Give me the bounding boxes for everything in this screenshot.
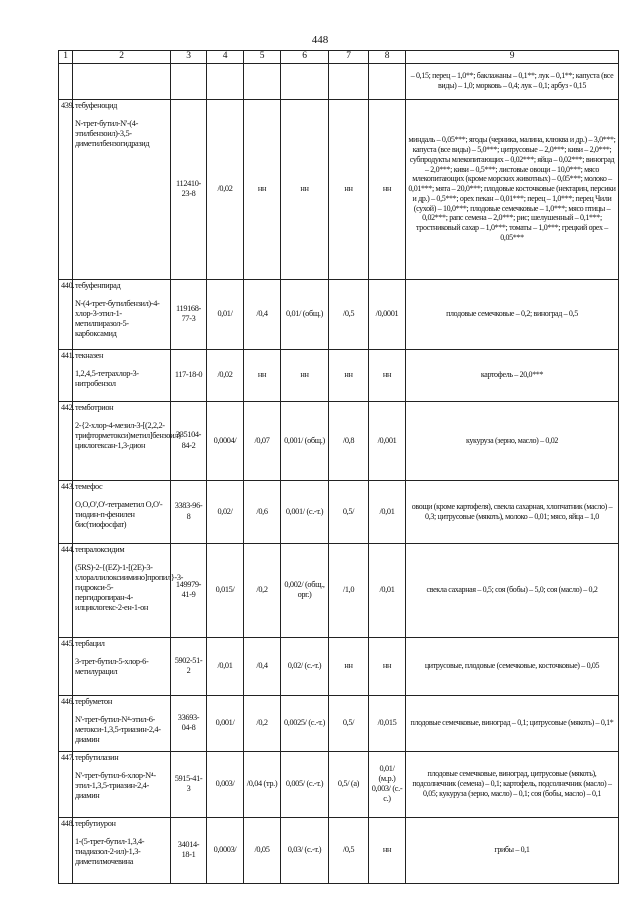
cas-number: 5902-51-2 <box>171 637 207 695</box>
value-col-6: 0,001/ (с.-т.) <box>281 480 329 543</box>
value-col-6: 0,01/ (общ.) <box>281 279 329 349</box>
value-col-8: 0,01/ (м.р.) 0,003/ (с.-с.) <box>369 751 406 817</box>
limits-cell: овощи (кроме картофеля), свекла сахарная, хлопчатник (масло) – 0,3; цитрусовые (мякоть), молоко – 0,01; мясо, яйца – 1,0 <box>406 480 619 543</box>
substance-cell <box>73 349 171 401</box>
table-row <box>59 817 619 883</box>
limits-cell: свекла сахарная – 0,5; соя (бобы) – 5,0; соя (масло) – 0,2 <box>406 543 619 637</box>
limits-cell: – 0,15; перец – 1,0**; баклажаны – 0,1**; лук – 0,1**; капуста (все виды) – 1,0; морковь – 0,4; лук – 0,1; арбуз - 0,15 <box>406 63 619 99</box>
value-col-4: /0,01 <box>207 637 244 695</box>
substance-name: тербутилазин <box>75 752 119 762</box>
value-col-7: /0,8 <box>329 401 369 480</box>
cas-number: 3383-96-8 <box>171 480 207 543</box>
value-col-8: нн <box>369 99 406 279</box>
value-col-4: /0,02 <box>207 349 244 401</box>
row-number: 448. <box>59 817 73 883</box>
table-row <box>59 695 619 751</box>
value-col-7: 0,5/ <box>329 695 369 751</box>
limits-cell: плодовые семечковые, виноград – 0,1; цитрусовые (мякоть) – 0,1* <box>406 695 619 751</box>
value-col-6: 0,002/ (общ., орг.) <box>281 543 329 637</box>
substance-name: текназен <box>75 350 104 360</box>
value-col-7: 0,5/ <box>329 480 369 543</box>
cas-number: 335104-84-2 <box>171 401 207 480</box>
chemical-name: 1-(5-трет-бутил-1,3,4-тиадиазол-2-ил)-1,3-диметилмочевина <box>75 836 145 866</box>
col-header: 3 <box>171 51 207 64</box>
regulation-table <box>58 50 619 884</box>
row-number: 440. <box>59 279 73 349</box>
substance-name: тербутиурон <box>75 818 116 828</box>
chemical-name: O,O,O',O'-тетраметил O,O'-тиодин-п-фенилен бис(тиофосфат) <box>75 499 163 529</box>
chemical-name: N'-трет-бутил-6-хлор-N⁴-этил-1,3,5-триазин-2,4-диамин <box>75 770 156 800</box>
limits-cell: миндаль – 0,05***; ягоды (черника, малина, клюква и др.) – 3,0***; капуста (все виды) – 5,0***; цитрусовые – 2,0***; киви – 2,0***; субпродукты млекопитающих – 0,02***; яйца – 0,02***; виноград – 2,0***; киви – 0,5***; листовые овощи – 10,0***; мясо млекопитающих (кроме морских животных) – 0,05***; молоко – 0,01***; мята – 20,0***; плодовые косточковые (нектарин, персики и др.) – 0,5***; орех пекан – 0,01***; перец – 1,0***; перец Чили (сухой) – 10,0***; плодовые семечковые – 1,0***; мясо птицы – 0,02***; рапс семена – 2,0***; рис; шелушенный – 0,1***; тростниковый сахар – 1,0***; томаты – 1,0***; грецкий орех – 0,05*** <box>406 99 619 279</box>
cas-number: 119168-77-3 <box>171 279 207 349</box>
value-col-7: нн <box>329 99 369 279</box>
substance-cell <box>73 695 171 751</box>
substance-name: темефос <box>75 481 103 491</box>
value-col-7: /1,0 <box>329 543 369 637</box>
value-col-8: нн <box>369 817 406 883</box>
continuation-row <box>59 63 619 99</box>
value-col-5: /0,2 <box>244 543 281 637</box>
value-col-6: 0,005/ (с.-т.) <box>281 751 329 817</box>
limits-cell: плодовые семечковые – 0,2; виноград – 0,5 <box>406 279 619 349</box>
substance-name: тербуметон <box>75 696 112 706</box>
value-col-5: /0,07 <box>244 401 281 480</box>
value-col-4: 0,001/ <box>207 695 244 751</box>
value-col-8: /0,0001 <box>369 279 406 349</box>
value-col-8: /0,001 <box>369 401 406 480</box>
chemical-name: N-(4-трет-бутилбензил)-4-хлор-3-этил-1-метилпиразол-5-карбоксамид <box>75 298 160 339</box>
value-col-8: /0,01 <box>369 543 406 637</box>
limits-cell: цитрусовые, плодовые (семечковые, косточковые) – 0,05 <box>406 637 619 695</box>
substance-name: тебуфеноцид <box>75 100 118 110</box>
value-col-7: нн <box>329 637 369 695</box>
cas-number: 5915-41-3 <box>171 751 207 817</box>
substance-name: тепралоксидим <box>75 544 125 554</box>
value-col-4: 0,02/ <box>207 480 244 543</box>
value-col-5: /0,6 <box>244 480 281 543</box>
value-col-7: /0,5 <box>329 279 369 349</box>
table-row <box>59 99 619 279</box>
table-row <box>59 401 619 480</box>
row-number: 441. <box>59 349 73 401</box>
substance-cell <box>73 543 184 637</box>
value-col-4: 0,0004/ <box>207 401 244 480</box>
cas-number: 33693-04-8 <box>171 695 207 751</box>
chemical-name: N-трет-бутил-N'-(4-этилбензоил)-3,5-диметилбензогидразид <box>75 118 150 148</box>
substance-name: темботрион <box>75 402 114 412</box>
value-col-5: /0,2 <box>244 695 281 751</box>
header-row <box>59 51 619 64</box>
col-header: 9 <box>406 51 619 64</box>
substance-cell <box>73 99 171 279</box>
row-number: 445. <box>59 637 73 695</box>
substance-cell <box>73 279 171 349</box>
value-col-4: 0,01/ <box>207 279 244 349</box>
row-number: 447. <box>59 751 73 817</box>
value-col-6: 0,0025/ (с.-т.) <box>281 695 329 751</box>
table-row <box>59 543 619 637</box>
row-number: 443. <box>59 480 73 543</box>
col-header: 1 <box>59 51 73 64</box>
value-col-5: /0,04 (тр.) <box>244 751 281 817</box>
col-header: 5 <box>244 51 281 64</box>
value-col-7: /0,5 <box>329 817 369 883</box>
row-number: 446. <box>59 695 73 751</box>
table-row <box>59 480 619 543</box>
value-col-7: нн <box>329 349 369 401</box>
value-col-4: 0,003/ <box>207 751 244 817</box>
value-col-5: /0,05 <box>244 817 281 883</box>
table-row <box>59 349 619 401</box>
value-col-4: 0,0003/ <box>207 817 244 883</box>
cas-number: 149979-41-9 <box>171 543 207 637</box>
col-header: 8 <box>369 51 406 64</box>
col-header: 7 <box>329 51 369 64</box>
chemical-name: 1,2,4,5-тетрахлор-3-нитробензол <box>75 368 139 388</box>
row-number: 439. <box>59 99 73 279</box>
value-col-6: 0,001/ (общ.) <box>281 401 329 480</box>
value-col-5: нн <box>244 349 281 401</box>
chemical-name: 2-{2-хлор-4-мезил-3-[(2,2,2-трифторметокси)метил]бензоил}циклогексан-1,3-дион <box>75 420 182 450</box>
value-col-6: 0,03/ (с.-т.) <box>281 817 329 883</box>
limits-cell: плодовые семечковые, виноград, цитрусовые (мякоть), подсолнечник (семена) – 0,1; картофель, подсолнечник (масло) – 0,05; кукуруза (зерно, масло) – 0,1; соя (бобы, масло) – 0,1 <box>406 751 619 817</box>
value-col-7: 0,5/ (а) <box>329 751 369 817</box>
value-col-4: 0,015/ <box>207 543 244 637</box>
row-number: 442. <box>59 401 73 480</box>
value-col-8: /0,015 <box>369 695 406 751</box>
limits-cell: кукуруза (зерно, масло) – 0,02 <box>406 401 619 480</box>
cas-number: 112410-23-8 <box>171 99 207 279</box>
chemical-name: 3-трет-бутил-5-хлор-6-метилурацил <box>75 656 149 676</box>
col-header: 6 <box>281 51 329 64</box>
value-col-8: /0,01 <box>369 480 406 543</box>
value-col-6: нн <box>281 349 329 401</box>
col-header: 2 <box>73 51 171 64</box>
col-header: 4 <box>207 51 244 64</box>
row-number: 444. <box>59 543 73 637</box>
value-col-6: нн <box>281 99 329 279</box>
substance-name: тербацил <box>75 638 105 648</box>
value-col-5: /0,4 <box>244 279 281 349</box>
value-col-8: нн <box>369 637 406 695</box>
value-col-4: /0,02 <box>207 99 244 279</box>
table-row <box>59 637 619 695</box>
value-col-8: нн <box>369 349 406 401</box>
limits-cell: картофель – 20,0*** <box>406 349 619 401</box>
table-row <box>59 279 619 349</box>
cas-number: 117-18-0 <box>171 349 207 401</box>
limits-cell: грибы – 0,1 <box>406 817 619 883</box>
chemical-name: N'-трет-бутил-N⁴-этил-6-метокси-1,3,5-триазин-2,4-диамин <box>75 714 161 744</box>
chemical-name: (5RS)-2-{(EZ)-1-[(2E)-3-хлораллилоксиимино]пропил}-3-гидрокси-5-пергидропиран-4-илциклогекс-2-ен-1-он <box>75 562 184 613</box>
substance-cell <box>73 401 182 480</box>
value-col-6: 0,02/ (с.-т.) <box>281 637 329 695</box>
cas-number: 34014-18-1 <box>171 817 207 883</box>
substance-cell <box>73 480 171 543</box>
substance-cell <box>73 751 171 817</box>
value-col-5: нн <box>244 99 281 279</box>
substance-name: тебуфенпирад <box>75 280 121 290</box>
substance-cell <box>73 817 171 883</box>
value-col-5: /0,4 <box>244 637 281 695</box>
table-row <box>59 751 619 817</box>
page-number: 448 <box>311 34 329 46</box>
substance-cell <box>73 637 171 695</box>
